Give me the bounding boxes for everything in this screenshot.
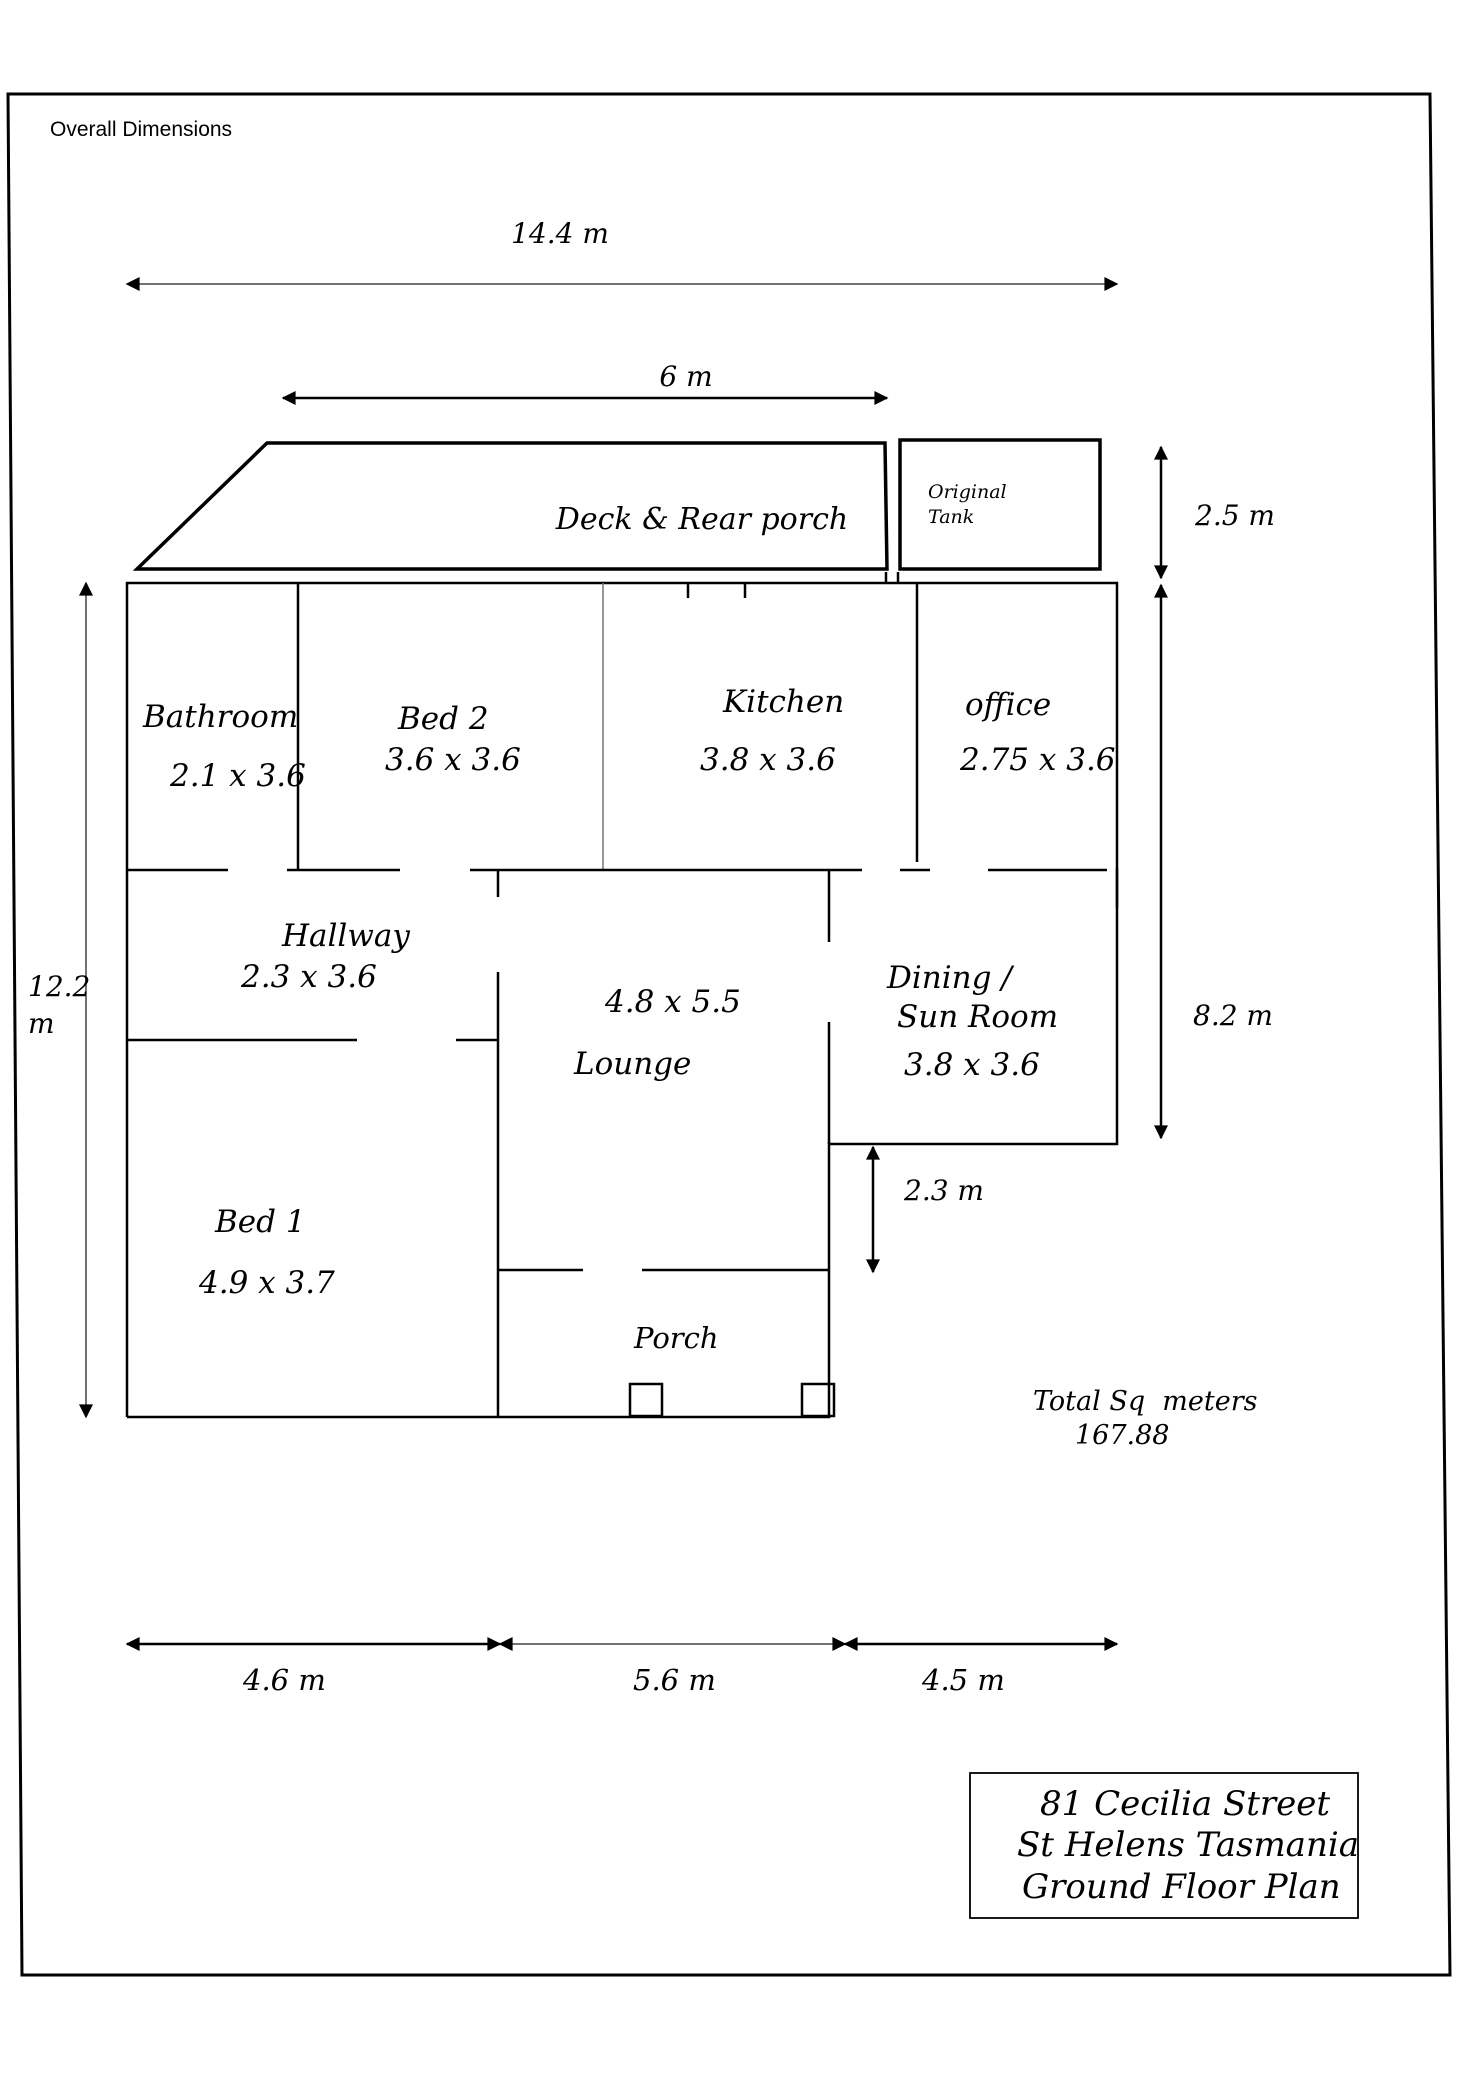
hallway-label: Hallway [282,918,410,954]
bathroom-size: 2.1 x 3.6 [170,758,306,794]
bed1-label: Bed 1 [215,1204,306,1240]
bottom-right-label: 4.5 m [922,1663,1005,1697]
dining-label-line2: Sun Room [897,999,1059,1035]
bed2-label: Bed 2 [398,701,489,737]
title-line3: Ground Floor Plan [1022,1867,1341,1907]
deck-label: Deck & Rear porch [555,502,849,537]
total-depth-label-line1: 12.2 [28,970,91,1003]
office-size: 2.75 x 3.6 [960,742,1116,778]
kitchen-size: 3.8 x 3.6 [700,742,836,778]
overall-dimensions-label: Overall Dimensions [50,118,233,141]
lounge-size: 4.8 x 5.5 [605,984,741,1020]
tank-label-line1: Original [928,481,1007,503]
step-depth-label: 2.3 m [904,1174,984,1207]
dining-size: 3.8 x 3.6 [904,1047,1040,1083]
total-area-value: 167.88 [1075,1420,1170,1451]
deck-width-label: 6 m [659,360,713,393]
bed1-size: 4.9 x 3.7 [199,1265,335,1301]
title-line2: St Helens Tasmania [1017,1825,1359,1865]
total-width-label: 14.4 m [511,217,609,250]
bottom-mid-label: 5.6 m [633,1663,716,1697]
lounge-label: Lounge [574,1046,692,1082]
page-border [8,94,1450,1975]
porch-label: Porch [634,1321,719,1355]
tank-label-line2: Tank [928,506,975,528]
bathroom-label: Bathroom [143,699,299,735]
right-depth-label: 8.2 m [1193,999,1273,1032]
total-area-label: Total Sq meters [1033,1386,1258,1417]
porch-post-left [630,1384,662,1416]
deck-depth-label: 2.5 m [1195,499,1275,532]
title-line1: 81 Cecilia Street [1040,1784,1331,1824]
office-label: office [965,687,1052,723]
dining-label-line1: Dining / [887,960,1012,996]
bed2-size: 3.6 x 3.6 [385,742,521,778]
bottom-left-label: 4.6 m [243,1663,326,1697]
total-depth-label-line2: m [28,1007,55,1040]
hallway-size: 2.3 x 3.6 [241,959,377,995]
original-tank [900,440,1100,569]
kitchen-label: Kitchen [723,684,845,720]
